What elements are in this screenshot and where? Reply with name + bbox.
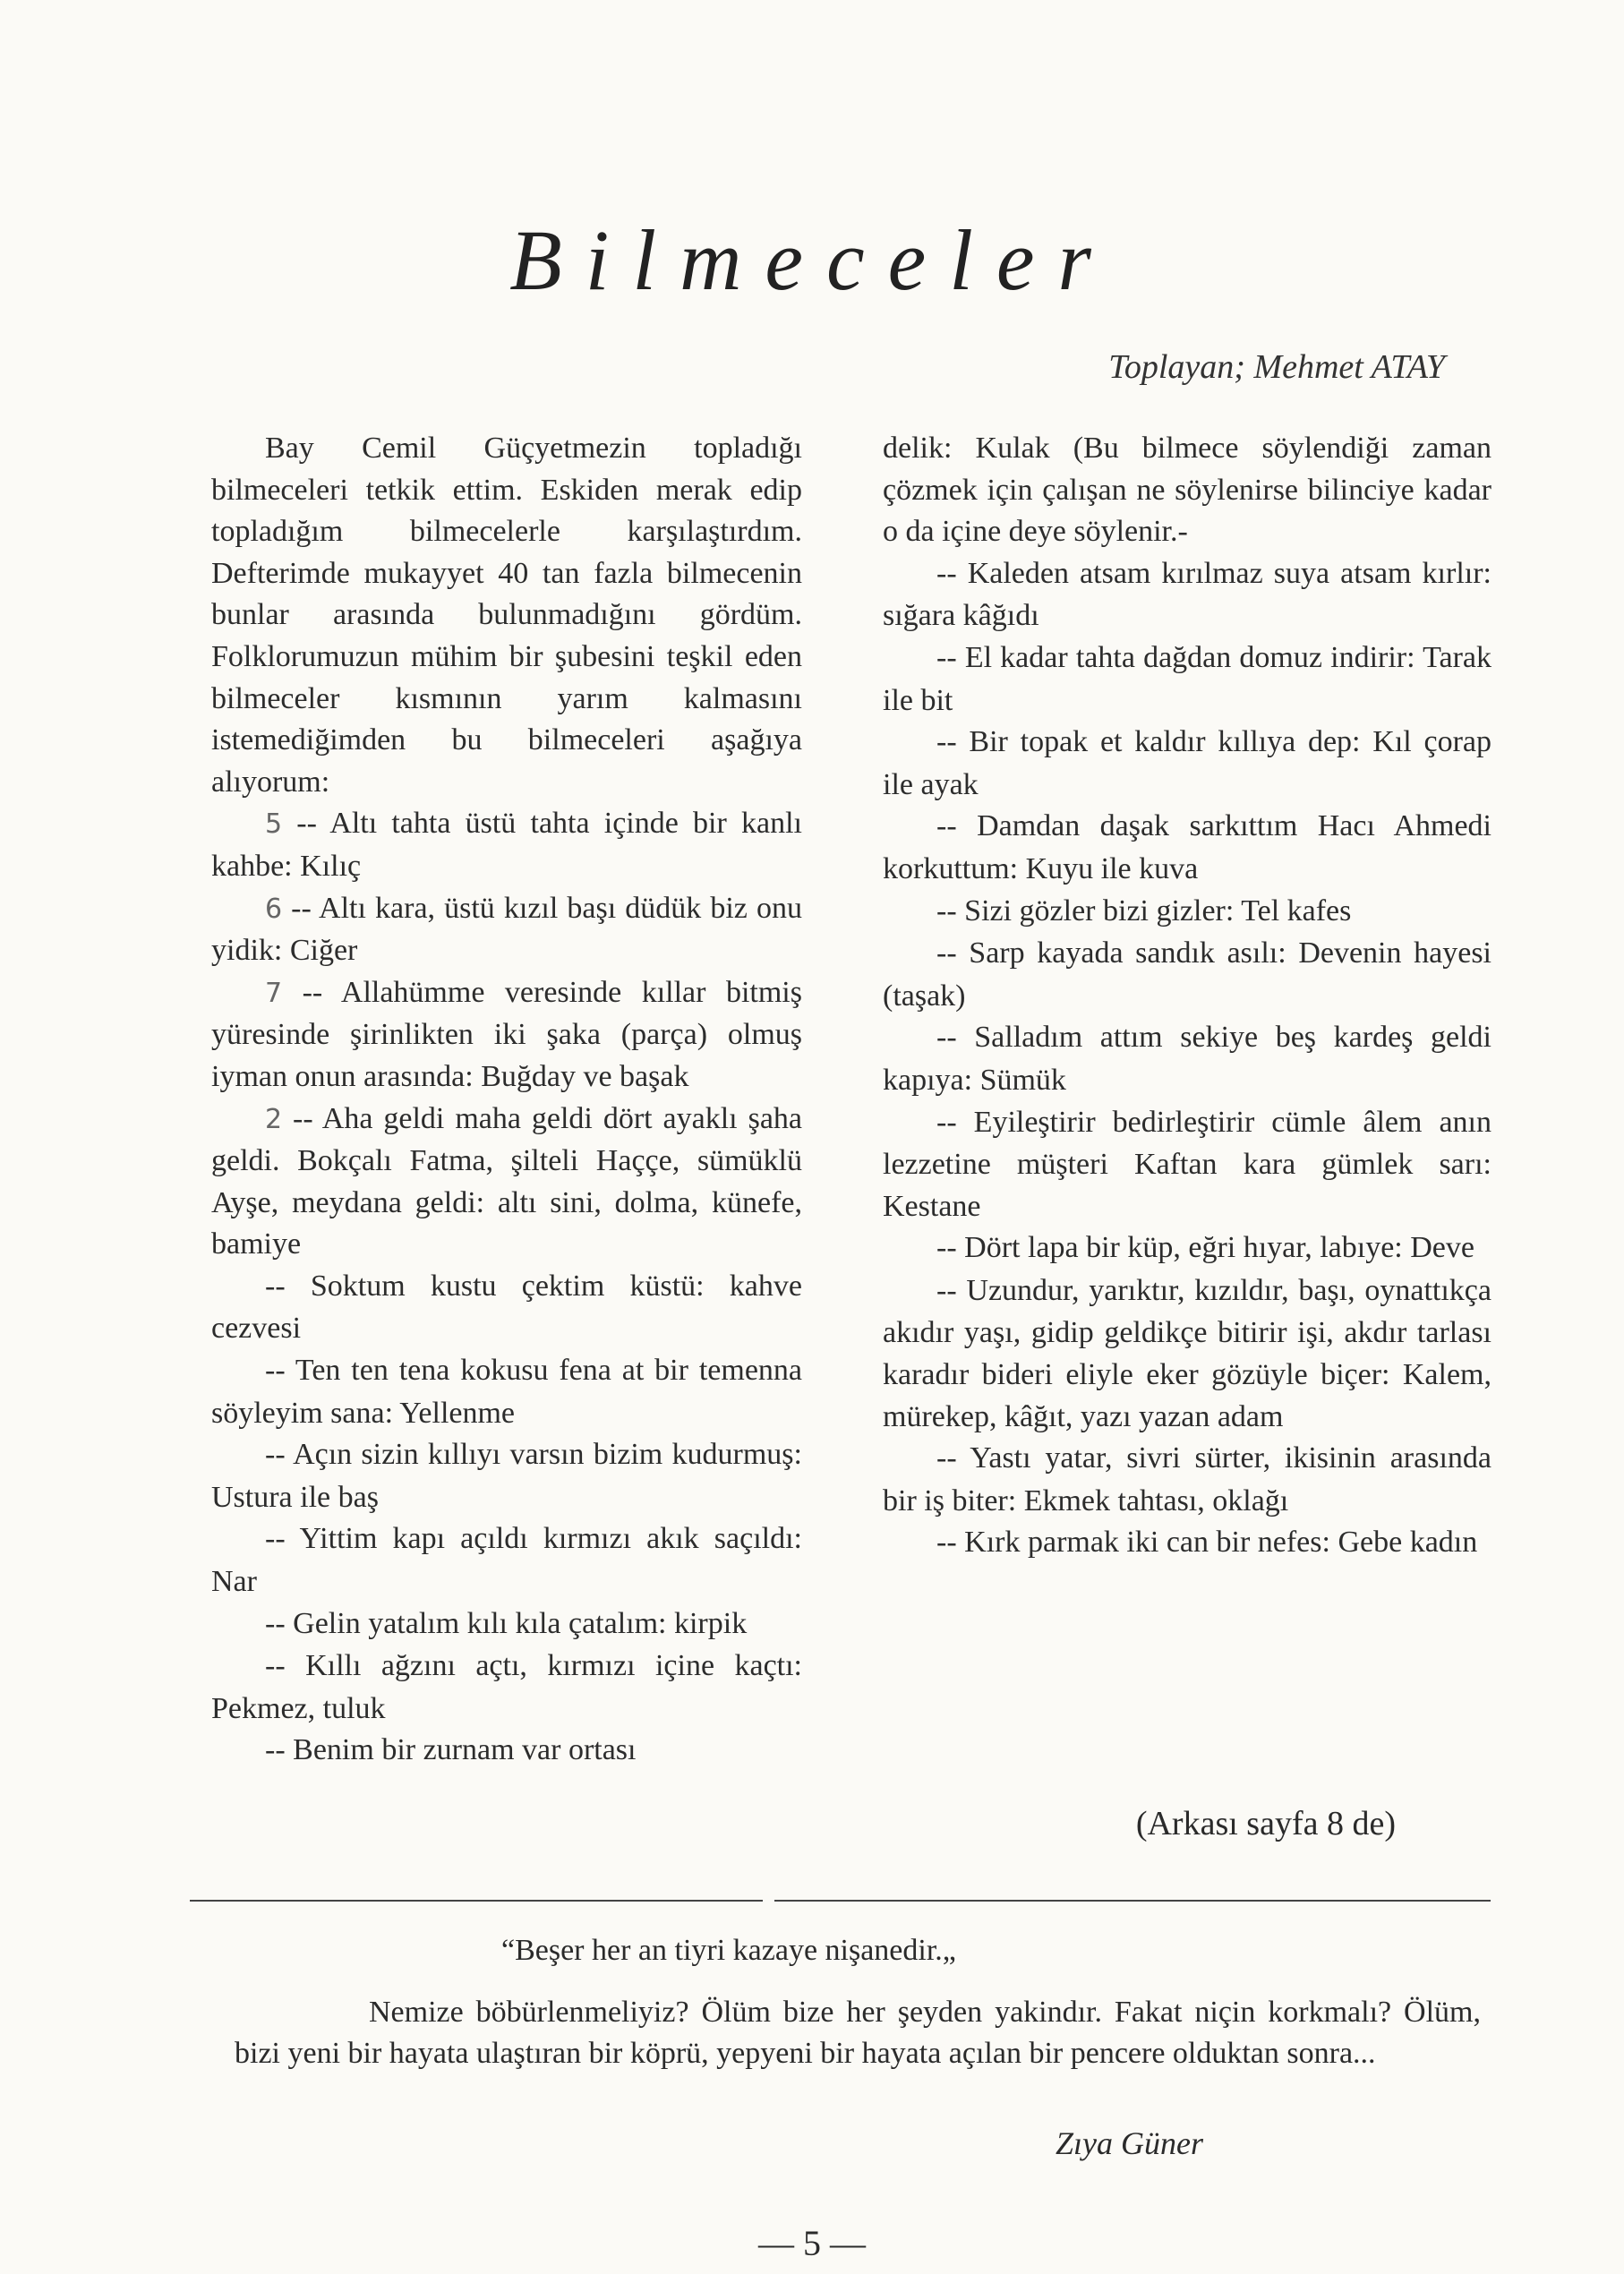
riddle-dash: -- <box>265 1606 294 1640</box>
riddle-text: Kıllı ağzını açtı, kırmızı içine kaçtı: Pekmez, tuluk <box>211 1649 802 1725</box>
riddle-dash: -- <box>936 1231 965 1265</box>
riddle-dash: -- <box>265 1733 294 1767</box>
riddle-number: 6 <box>265 893 283 925</box>
riddle-dash: -- <box>265 1522 300 1556</box>
riddle-text: Soktum kustu çektim küstü: kahve cezvesi <box>211 1269 802 1346</box>
right-column <box>883 428 1492 1565</box>
continued-note: (Arkası sayfa 8 de) <box>1135 1805 1396 1842</box>
riddle-text: Damdan daşak sarkıttım Hacı Ahmedi korkuttum: Kuyu ile kuva <box>883 809 1492 885</box>
riddle-entry <box>211 888 802 972</box>
riddle-text: Sizi gözler bizi gizler: Tel kafes <box>964 893 1352 928</box>
riddle-dash: -- <box>265 1354 295 1388</box>
riddle-text: Gelin yatalım kılı kıla çatalım: kirpik <box>293 1606 748 1640</box>
riddle-dash: -- <box>936 1273 967 1307</box>
riddle-dash: -- <box>936 725 970 759</box>
riddle-entry <box>211 1266 802 1350</box>
riddle-number: 7 <box>265 977 283 1009</box>
riddle-text: Dört lapa bir küp, eğri hıyar, labıye: Deve <box>964 1231 1474 1265</box>
riddle-entry <box>883 637 1492 722</box>
riddle-dash: -- <box>265 1649 306 1683</box>
riddle-number: 5 <box>265 808 283 841</box>
riddle-list-right <box>883 553 1492 1565</box>
riddle-text: Bir topak et kaldır kıllıya dep: Kıl çorap ile ayak <box>883 725 1492 801</box>
riddle-entry <box>883 1102 1492 1228</box>
riddle-entry <box>883 722 1492 806</box>
byline: Toplayan; Mehmet ATAY <box>1108 348 1445 386</box>
page-number: — 5 — <box>758 2223 866 2263</box>
riddle-dash: -- <box>936 1105 974 1139</box>
riddle-text: Salladım attım sekiye beş kardeş geldi kapıya: Sümük <box>883 1021 1492 1097</box>
page-title: Bilmeceler <box>509 212 1115 308</box>
riddle-text: Kırk parmak iki can bir nefes: Gebe kadın <box>964 1526 1478 1560</box>
riddle-entry <box>883 891 1492 934</box>
riddle-dash: -- <box>936 1526 965 1560</box>
riddle-entry <box>211 972 802 1099</box>
riddle-text: Eyileştirir bedirleştirir cümle âlem anın lezzetine müşteri Kaftan kara gümlek sarı: Kestane <box>883 1105 1492 1223</box>
riddle-entry <box>211 1434 802 1518</box>
riddle-entry <box>211 1518 802 1603</box>
riddle-entry <box>211 1350 802 1434</box>
riddle-text: Altı kara, üstü kızıl başı düdük biz onu yidik: Ciğer <box>211 891 802 968</box>
riddle-dash: -- <box>936 893 965 928</box>
riddle-text: Allahümme veresinde kıllar bitmiş yüresinde şirinlikten iki şaka (parça) olmuş iyman onun arasında: Buğday ve başak <box>211 975 802 1093</box>
riddle-text: Ten ten tena kokusu fena at bir temenna söyleyim sana: Yellenme <box>211 1354 802 1430</box>
riddle-text: Uzundur, yarıktır, kızıldır, başı, oynattıkça akıdır yaşı, gidip geldikçe bitirir işi, akdır tarlası karadır bideri eliyle eker gözüyle biçer: Kalem, mürekep, kâğıt, yazı yazan adam <box>883 1273 1492 1433</box>
right-lead-paragraph: delik: Kulak (Bu bilmece söylendiği zaman çözmek için çalışan ne söylenirse bilinciye kadar o da içine deye söylenir.- <box>883 432 1492 549</box>
riddle-entry <box>211 1603 802 1646</box>
riddle-dash: -- <box>282 1101 322 1135</box>
riddle-text: Benim bir zurnam var ortası <box>293 1733 637 1767</box>
riddle-text: Açın sizin kıllıyı varsın bizim kudurmuş: Ustura ile baş <box>211 1438 802 1514</box>
riddle-dash: -- <box>936 1441 970 1475</box>
left-column <box>211 428 802 1773</box>
riddle-text: Sarp kayada sandık asılı: Devenin hayesi (taşak) <box>883 936 1492 1013</box>
riddle-dash: -- <box>936 936 970 970</box>
riddle-entry <box>211 1730 802 1773</box>
riddle-entry <box>211 1099 802 1266</box>
riddle-dash: -- <box>936 1021 975 1055</box>
intro-paragraph: Bay Cemil Güçyetmezin topladığı bilmeceleri tetkik ettim. Eskiden merak edip topladığım bilmecelerle karşılaştırdım. Defterimde mukayyet 40 tan fazla bilmecenin bunlar arasında bulunmadığını gördüm. Folklorumuzun mühim bir şubesini teşkil eden bilmeceler kısmının yarım kalmasını istemediğimden bu bilmeceleri aşağıya alıyorum: <box>211 432 802 799</box>
riddle-dash: -- <box>282 975 341 1009</box>
riddle-entry <box>883 1017 1492 1101</box>
riddle-text: Altı tahta üstü tahta içinde bir kanlı kahbe: Kılıç <box>211 807 802 883</box>
riddle-entry <box>211 803 802 887</box>
riddle-entry <box>211 1646 802 1730</box>
riddle-dash: -- <box>936 809 978 843</box>
riddle-dash: -- <box>936 556 968 590</box>
signature: Zıya Güner <box>1056 2125 1203 2161</box>
prose-paragraph: Nemize böbürlenmeliyiz? Ölüm bize her şeyden yakindır. Fakat niçin korkmalı? Ölüm, bizi yeni bir hayata ulaştıran bir köprü, yepyeni bir hayata açılan bir pencere olduktan sonra... <box>235 1996 1481 2070</box>
riddle-number: 2 <box>265 1103 283 1135</box>
riddle-entry <box>883 1270 1492 1438</box>
riddle-text: Kaleden atsam kırılmaz suya atsam kırlır: sığara kâğıdı <box>883 556 1492 633</box>
riddle-list-left <box>211 803 802 1773</box>
riddle-dash: -- <box>282 891 320 925</box>
riddle-text: Aha geldi maha geldi dört ayaklı şaha geldi. Bokçalı Fatma, şilteli Haççe, sümüklü Ayşe, meydana geldi: altı sini, dolma, künefe, bamiye <box>211 1101 802 1261</box>
riddle-dash: -- <box>265 1269 311 1303</box>
riddle-entry <box>883 1227 1492 1270</box>
divider-left <box>190 1900 763 1902</box>
riddle-entry <box>883 806 1492 890</box>
riddle-dash: -- <box>936 640 965 674</box>
riddle-entry <box>883 1438 1492 1522</box>
riddle-entry <box>883 1522 1492 1565</box>
riddle-dash: -- <box>265 1438 294 1472</box>
riddle-text: El kadar tahta dağdan domuz indirir: Tarak ile bit <box>883 640 1492 717</box>
riddle-text: Yittim kapı açıldı kırmızı akık saçıldı: Nar <box>211 1522 802 1599</box>
divider-right <box>774 1900 1491 1902</box>
riddle-entry <box>883 933 1492 1017</box>
quote: “Beşer her an tiyri kazaye nişanedir.„ <box>501 1934 956 1967</box>
riddle-entry <box>883 553 1492 637</box>
riddle-dash: -- <box>282 807 330 841</box>
riddle-text: Yastı yatar, sivri sürter, ikisinin arasında bir iş biter: Ekmek tahtası, oklağı <box>883 1441 1492 1517</box>
